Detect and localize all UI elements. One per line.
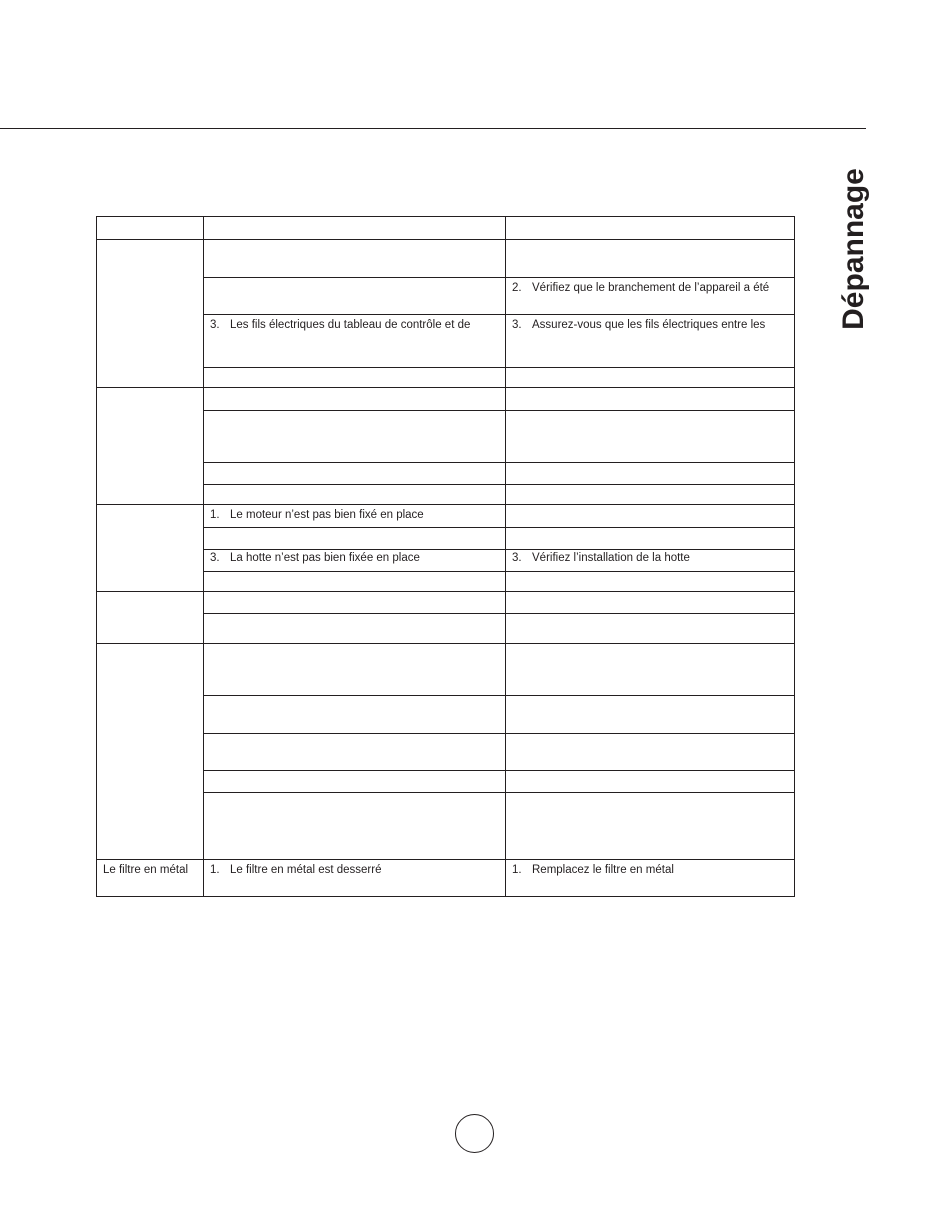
column-divider bbox=[505, 217, 506, 896]
row-separator bbox=[203, 770, 794, 771]
solution-text: Vérifiez l’installation de la hotte bbox=[532, 552, 690, 564]
row-separator bbox=[203, 367, 794, 368]
row-separator bbox=[203, 549, 794, 550]
troubleshooting-table bbox=[96, 216, 795, 897]
cause-text: Le moteur n’est pas bien fixé en place bbox=[230, 509, 424, 521]
row-separator bbox=[203, 277, 794, 278]
solution-cell bbox=[512, 318, 765, 332]
row-separator bbox=[203, 410, 794, 411]
row-separator bbox=[203, 571, 794, 572]
solution-text: Remplacez le filtre en métal bbox=[532, 864, 674, 876]
list-number: 1. bbox=[210, 509, 220, 521]
list-number: 3. bbox=[210, 552, 220, 564]
group-separator bbox=[97, 387, 794, 388]
section-title: Dépannage bbox=[837, 168, 870, 330]
row-separator bbox=[203, 527, 794, 528]
solution-cell bbox=[512, 281, 769, 295]
solution-cell bbox=[512, 863, 674, 877]
solution-text: Assurez-vous que les fils électriques entre les bbox=[532, 319, 766, 331]
list-number: 3. bbox=[512, 552, 522, 564]
section-title-tab bbox=[836, 164, 872, 334]
problem-cell bbox=[103, 863, 188, 877]
header-rule bbox=[0, 128, 866, 129]
page-number-circle bbox=[455, 1114, 494, 1153]
row-separator bbox=[203, 462, 794, 463]
row-separator bbox=[203, 484, 794, 485]
list-number: 3. bbox=[512, 319, 522, 331]
list-number: 1. bbox=[512, 864, 522, 876]
column-divider bbox=[203, 217, 204, 896]
list-number: 2. bbox=[512, 282, 522, 294]
problem-text: Le filtre en métal bbox=[103, 864, 189, 876]
cause-text: La hotte n’est pas bien fixée en place bbox=[230, 552, 420, 564]
group-separator bbox=[97, 504, 794, 505]
row-separator bbox=[203, 733, 794, 734]
row-separator bbox=[203, 314, 794, 315]
list-number: 1. bbox=[210, 864, 220, 876]
row-separator bbox=[203, 613, 794, 614]
group-separator bbox=[97, 859, 794, 860]
row-separator bbox=[203, 792, 794, 793]
header-row-separator bbox=[97, 239, 794, 240]
solution-text: Vérifiez que le branchement de l’appareil a été bbox=[532, 282, 770, 294]
cause-cell bbox=[210, 551, 420, 565]
list-number: 3. bbox=[210, 319, 220, 331]
cause-text: Le filtre en métal est desserré bbox=[230, 864, 382, 876]
cause-cell bbox=[210, 508, 424, 522]
group-separator bbox=[97, 643, 794, 644]
cause-text: Les fils électriques du tableau de contrôle et de bbox=[230, 319, 471, 331]
cause-cell bbox=[210, 318, 470, 332]
row-separator bbox=[203, 695, 794, 696]
solution-cell bbox=[512, 551, 690, 565]
cause-cell bbox=[210, 863, 382, 877]
group-separator bbox=[97, 591, 794, 592]
